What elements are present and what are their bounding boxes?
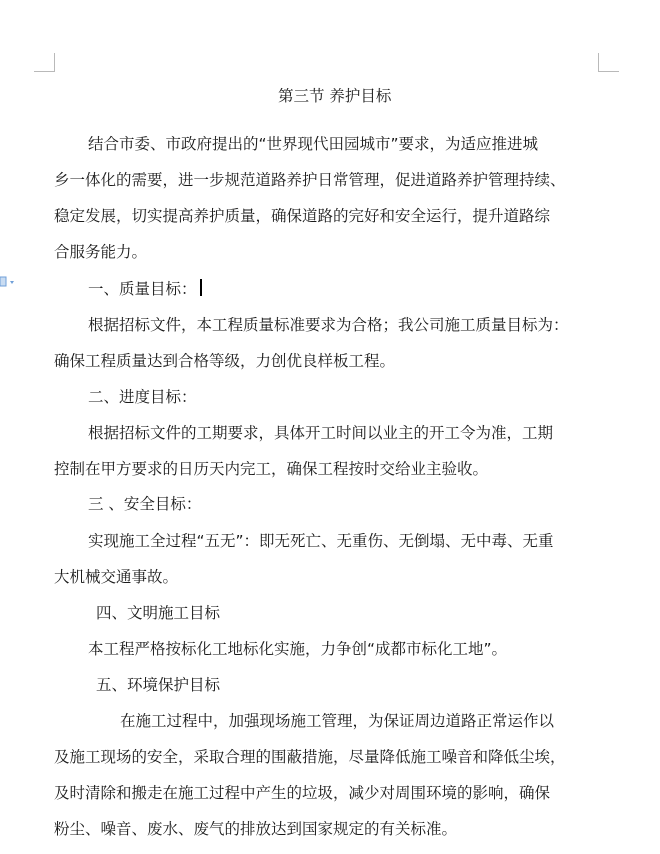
body-line: 确保工程质量达到合格等级，力创优良样板工程。 bbox=[54, 352, 396, 370]
body-line: 稳定发展，切实提高养护质量，确保道路的完好和安全运行，提升道路综 bbox=[54, 207, 551, 225]
body-line: 实现施工全过程“五无”：即无死亡、无重伤、无倒塌、无中毒、无重 bbox=[88, 532, 554, 550]
body-line: 及施工现场的安全，采取合理的围蔽措施，尽量降低施工噪音和降低尘埃， bbox=[54, 748, 566, 766]
body-line: 大机械交通事故。 bbox=[54, 568, 179, 586]
quality-goal-heading bbox=[88, 279, 202, 299]
safety-goal-heading: 三 、安全目标： bbox=[88, 495, 202, 513]
heading-text: 一、质量目标： bbox=[88, 280, 197, 298]
body-line: 乡一体化的需要，进一步规范道路养护日常管理，促进道路养护管理持续、 bbox=[54, 171, 566, 189]
body-line: 合服务能力。 bbox=[54, 243, 148, 261]
top-right-margin-marker bbox=[598, 53, 619, 72]
body-line: 本工程严格按标化工地标化实施，力争创“成都市标化工地”。 bbox=[88, 640, 508, 658]
environmental-goal-heading: 五、环境保护目标 bbox=[96, 676, 221, 694]
schedule-goal-heading: 二、进度目标： bbox=[88, 388, 197, 406]
body-line: 结合市委、市政府提出的“世界现代田园城市”要求，为适应推进城 bbox=[88, 135, 539, 153]
section-title: 第三节 养护目标 bbox=[278, 87, 392, 105]
paragraph-marker-icon[interactable] bbox=[0, 274, 16, 290]
body-line: 根据招标文件，本工程质量标准要求为合格；我公司施工质量目标为： bbox=[88, 316, 569, 334]
civilized-construction-heading: 四、文明施工目标 bbox=[96, 604, 221, 622]
text-cursor bbox=[200, 279, 202, 296]
body-line: 控制在甲方要求的日历天内完工，确保工程按时交给业主验收。 bbox=[54, 460, 489, 478]
body-line: 在施工过程中，加强现场施工管理，为保证周边道路正常运作以 bbox=[120, 712, 555, 730]
body-line: 根据招标文件的工期要求，具体开工时间以业主的开工令为准，工期 bbox=[88, 424, 554, 442]
top-left-margin-marker bbox=[34, 53, 55, 72]
body-line: 粉尘、噪音、废水、废气的排放达到国家规定的有关标准。 bbox=[54, 820, 458, 838]
body-line: 及时清除和搬走在施工过程中产生的垃圾，减少对周围环境的影响，确保 bbox=[54, 784, 551, 802]
